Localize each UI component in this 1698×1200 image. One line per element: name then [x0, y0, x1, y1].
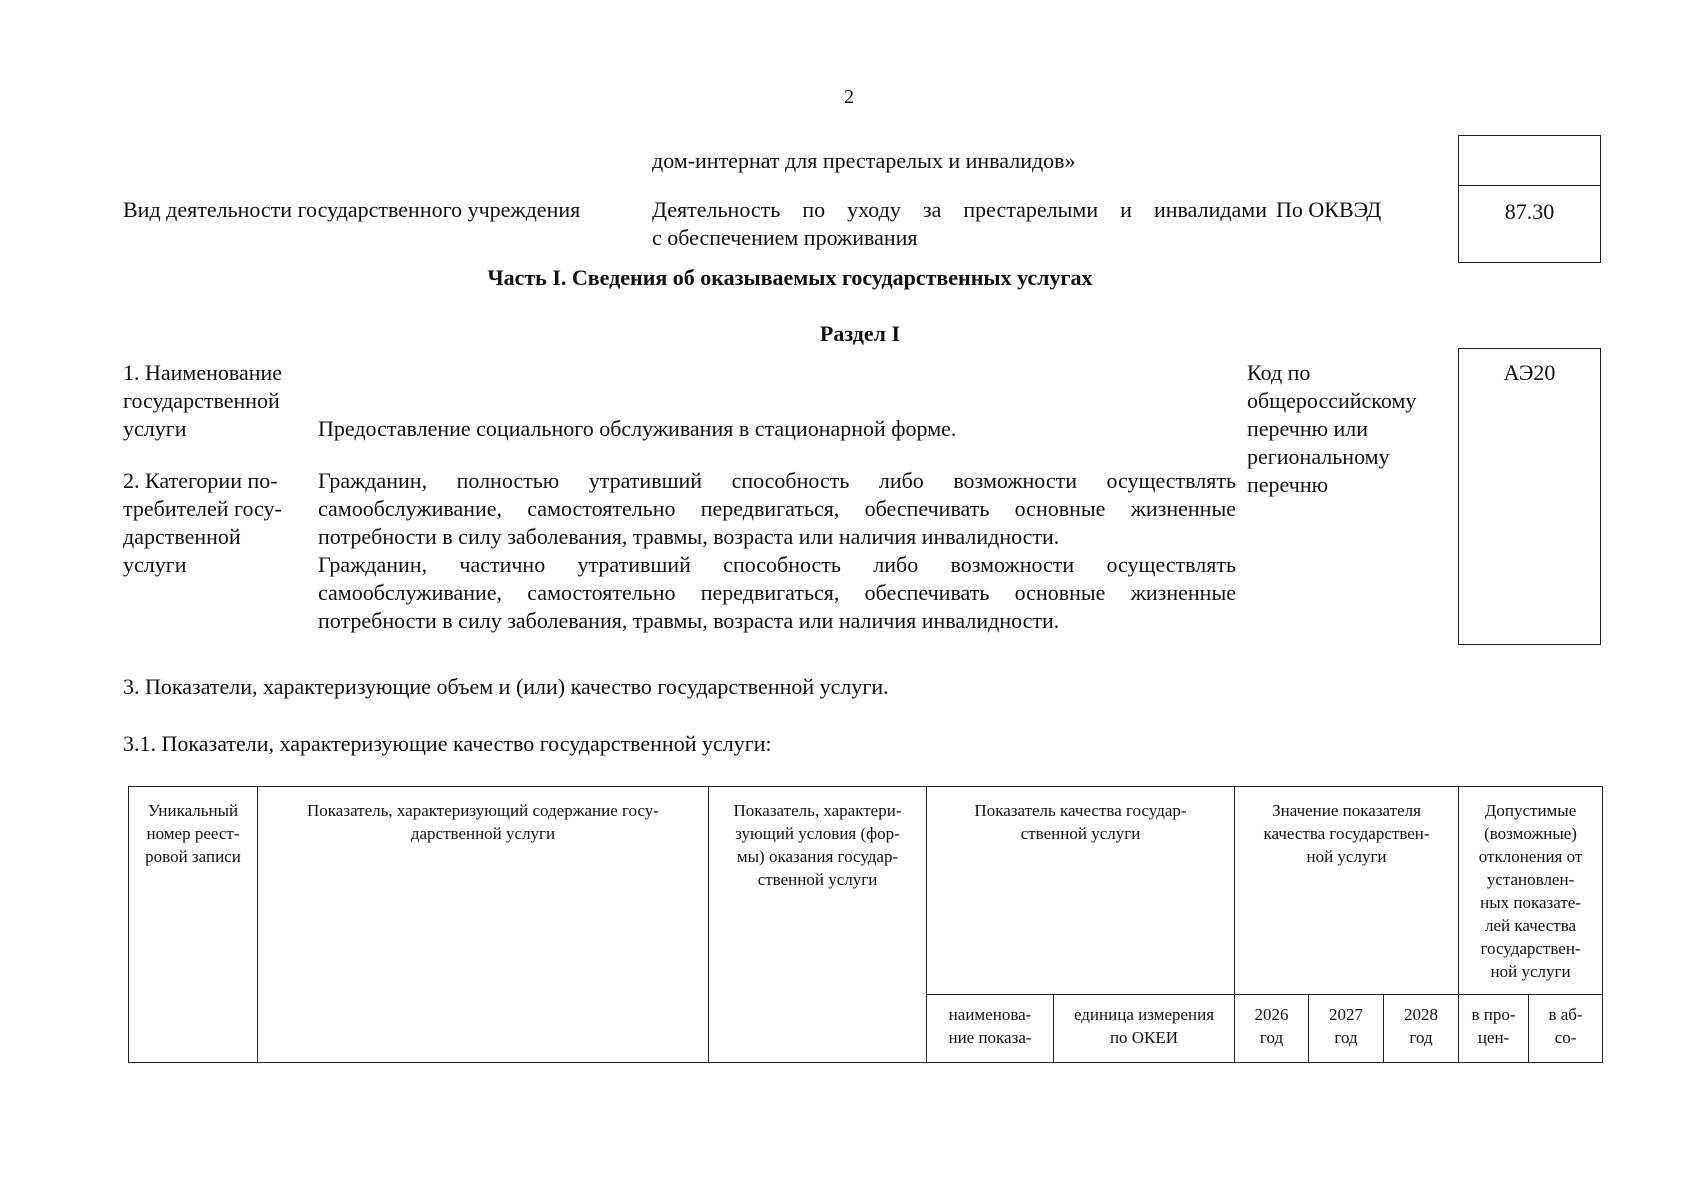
subheader-year-2026: 2026 год	[1235, 995, 1309, 1063]
okved-label: По ОКВЭД	[1276, 197, 1382, 222]
service-code: АЭ20	[1503, 360, 1556, 385]
okved-box-divider	[1459, 185, 1600, 186]
category-2: Гражданин, частично утративший способность либо возможности осуществлять самообслуживание, самостоятельно передвигаться, обеспечивать основные жизненные потребности в силу заболевания, травмы, возраста или наличия инвалидности.	[318, 552, 1236, 633]
activity-label: Вид деятельности государственного учреждения	[123, 197, 581, 222]
item-3-1-text: 3.1. Показатели, характеризующие качество государственной услуги:	[123, 731, 772, 756]
header-deviations: Допустимые (возможные) отклонения от установлен- ных показате- лей качества государствен- ной услуги	[1459, 787, 1603, 995]
service-name-label: 1. Наименование государственной услуги	[123, 360, 283, 441]
header-indicator-values: Значение показателя качества государствен- ной услуги	[1235, 787, 1459, 995]
subheader-percent: в про- цен-	[1459, 995, 1529, 1063]
okved-code-box	[1458, 135, 1601, 263]
header-conditions-indicator: Показатель, характери- зующий условия (фор- мы) оказания государ- ственной услуги	[709, 787, 927, 1063]
header-unique-number: Уникальный номер реест- ровой записи	[129, 787, 258, 1063]
header-quality-indicator: Показатель качества государ- ственной услуги	[927, 787, 1235, 995]
okved-code: 87.30	[1504, 199, 1555, 224]
item-3-text: 3. Показатели, характеризующие объем и (или) качество государственной услуги.	[123, 674, 889, 699]
quality-indicators-table	[128, 786, 1603, 1063]
page-number: 2	[844, 86, 854, 108]
categories-label: 2. Категории по- требителей госу- дарственной услуги	[123, 468, 282, 577]
code-label: Код по общероссийскому перечню или региональному перечню	[1247, 360, 1417, 497]
institution-name-tail: дом-интернат для престарелых и инвалидов»	[652, 148, 1076, 173]
activity-value-line1: Деятельность по уходу за престарелыми и инвалидами	[652, 197, 1267, 222]
section-title: Раздел I	[819, 321, 901, 346]
subheader-year-2027: 2027 год	[1309, 995, 1384, 1063]
category-1: Гражданин, полностью утративший способность либо возможности осуществлять самообслуживание, самостоятельно передвигаться, обеспечивать основные жизненные потребности в силу заболевания, травмы, возраста или наличия инвалидности.	[318, 468, 1236, 549]
subheader-absolute: в аб- со-	[1529, 995, 1603, 1063]
subheader-year-2028: 2028 год	[1384, 995, 1459, 1063]
activity-value-line2: с обеспечением проживания	[652, 225, 918, 250]
header-content-indicator: Показатель, характеризующий содержание госу- дарственной услуги	[258, 787, 709, 1063]
part-title: Часть I. Сведения об оказываемых государственных услугах	[487, 265, 1093, 290]
service-code-box	[1458, 348, 1601, 645]
service-name-value: Предоставление социального обслуживания в стационарной форме.	[318, 416, 957, 441]
subheader-okei-unit: единица измерения по ОКЕИ	[1054, 995, 1235, 1063]
subheader-indicator-name: наименова- ние показа-	[927, 995, 1054, 1063]
table-header-row	[129, 787, 1603, 995]
